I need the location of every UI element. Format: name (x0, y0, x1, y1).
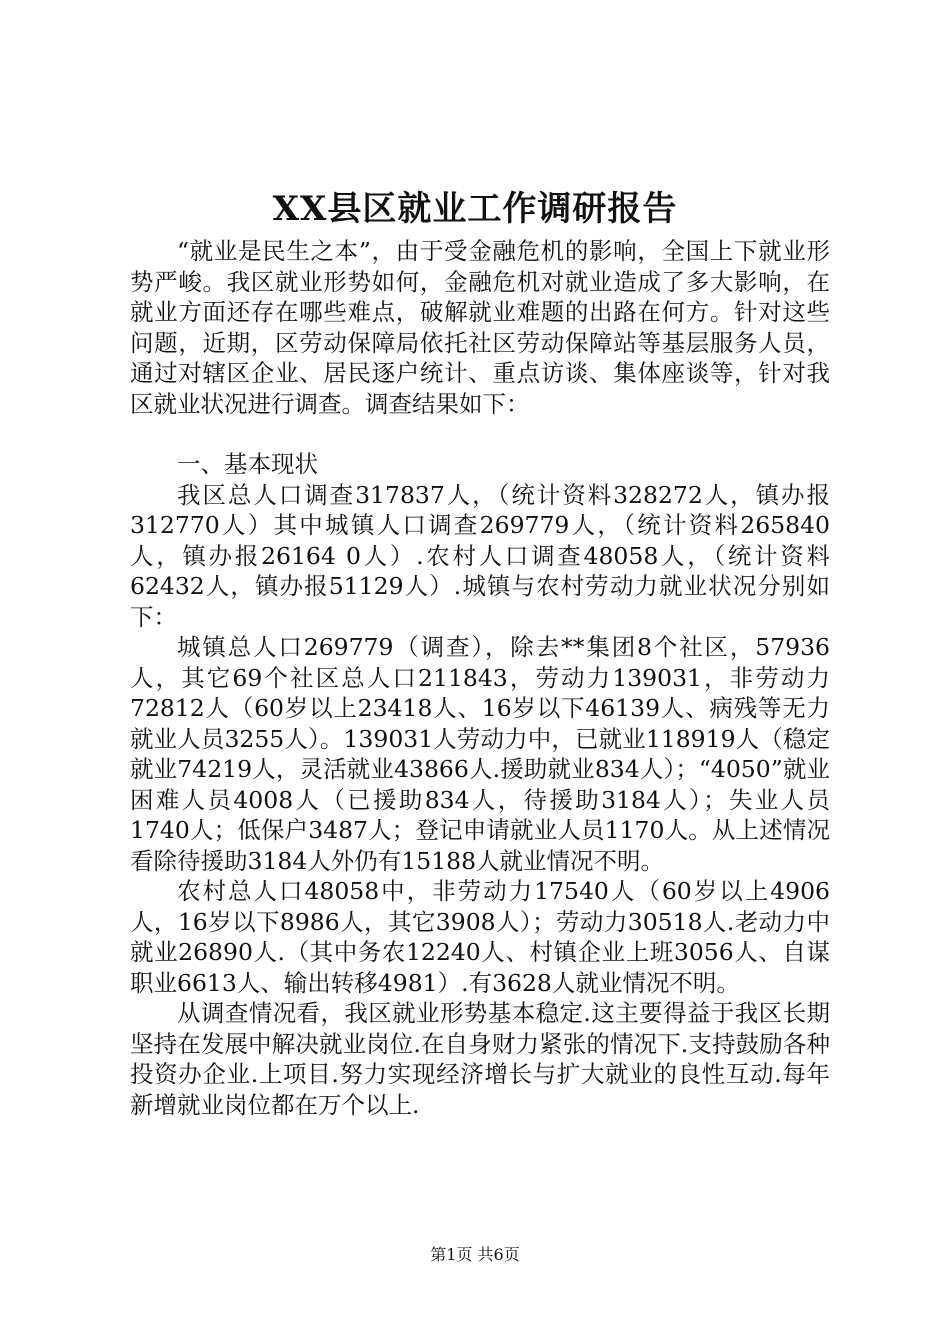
page-number-footer: 第1页 共6页 (430, 1245, 520, 1264)
urban-paragraph: 城镇总人口269779（调查），除去**集团8个社区，57936人，其它69个社区总人口211843，劳动力139031，非劳动力72812人（60岁以上23418人、16岁以下46139人、病残等无力就业人员3255人）。139031人劳动力中，已就业118919人（稳定就业74219人，灵活就业43866人.援助就业834人）；“4050”就业困难人员4008人（已援助834人，待援助3184人）；失业人员1740人；低保户3487人；登记申请就业人员1170人。从上述情况看除待援助3184人外仍有15188人就业情况不明。 (130, 633, 830, 875)
document-title: XX县区就业工作调研报告 (272, 189, 678, 229)
rural-paragraph: 农村总人口48058中，非劳动力17540人（60岁以上4906人，16岁以下8986人，其它3908人）；劳动力30518人.老动力中就业26890人.（其中务农12240人、村镇企业上班3056人、自谋职业6613人、输出转移4981）.有3628人就业情况不明。 (130, 877, 830, 997)
intro-paragraph: “就业是民生之本”，由于受金融危机的影响，全国上下就业形势严峻。我区就业形势如何，金融危机对就业造成了多大影响，在就业方面还存在哪些难点，破解就业难题的出路在何方。针对这些问题，近期，区劳动保障局依托社区劳动保障站等基层服务人员，通过对辖区企业、居民逐户统计、重点访谈、集体座谈等，针对我区就业状况进行调查。调查结果如下： (130, 237, 830, 418)
population-paragraph: 我区总人口调查317837人，（统计资料328272人，镇办报312770人）其中城镇人口调查269779人，（统计资料265840人，镇办报26164 0人）.农村人口调查48058人，（统计资料62432人，镇办报51129人）.城镇与农村劳动力就业状况分别如下： (130, 480, 830, 631)
conclusion-paragraph: 从调查情况看，我区就业形势基本稳定.这主要得益于我区长期坚持在发展中解决就业岗位.在自身财力紧张的情况下.支持鼓励各种投资办企业.上项目.努力实现经济增长与扩大就业的良性互动.每年新增就业岗位都在万个以上. (130, 999, 830, 1119)
document-body (130, 236, 830, 1120)
section-heading-basic-status: 一、基本现状 (177, 450, 318, 478)
